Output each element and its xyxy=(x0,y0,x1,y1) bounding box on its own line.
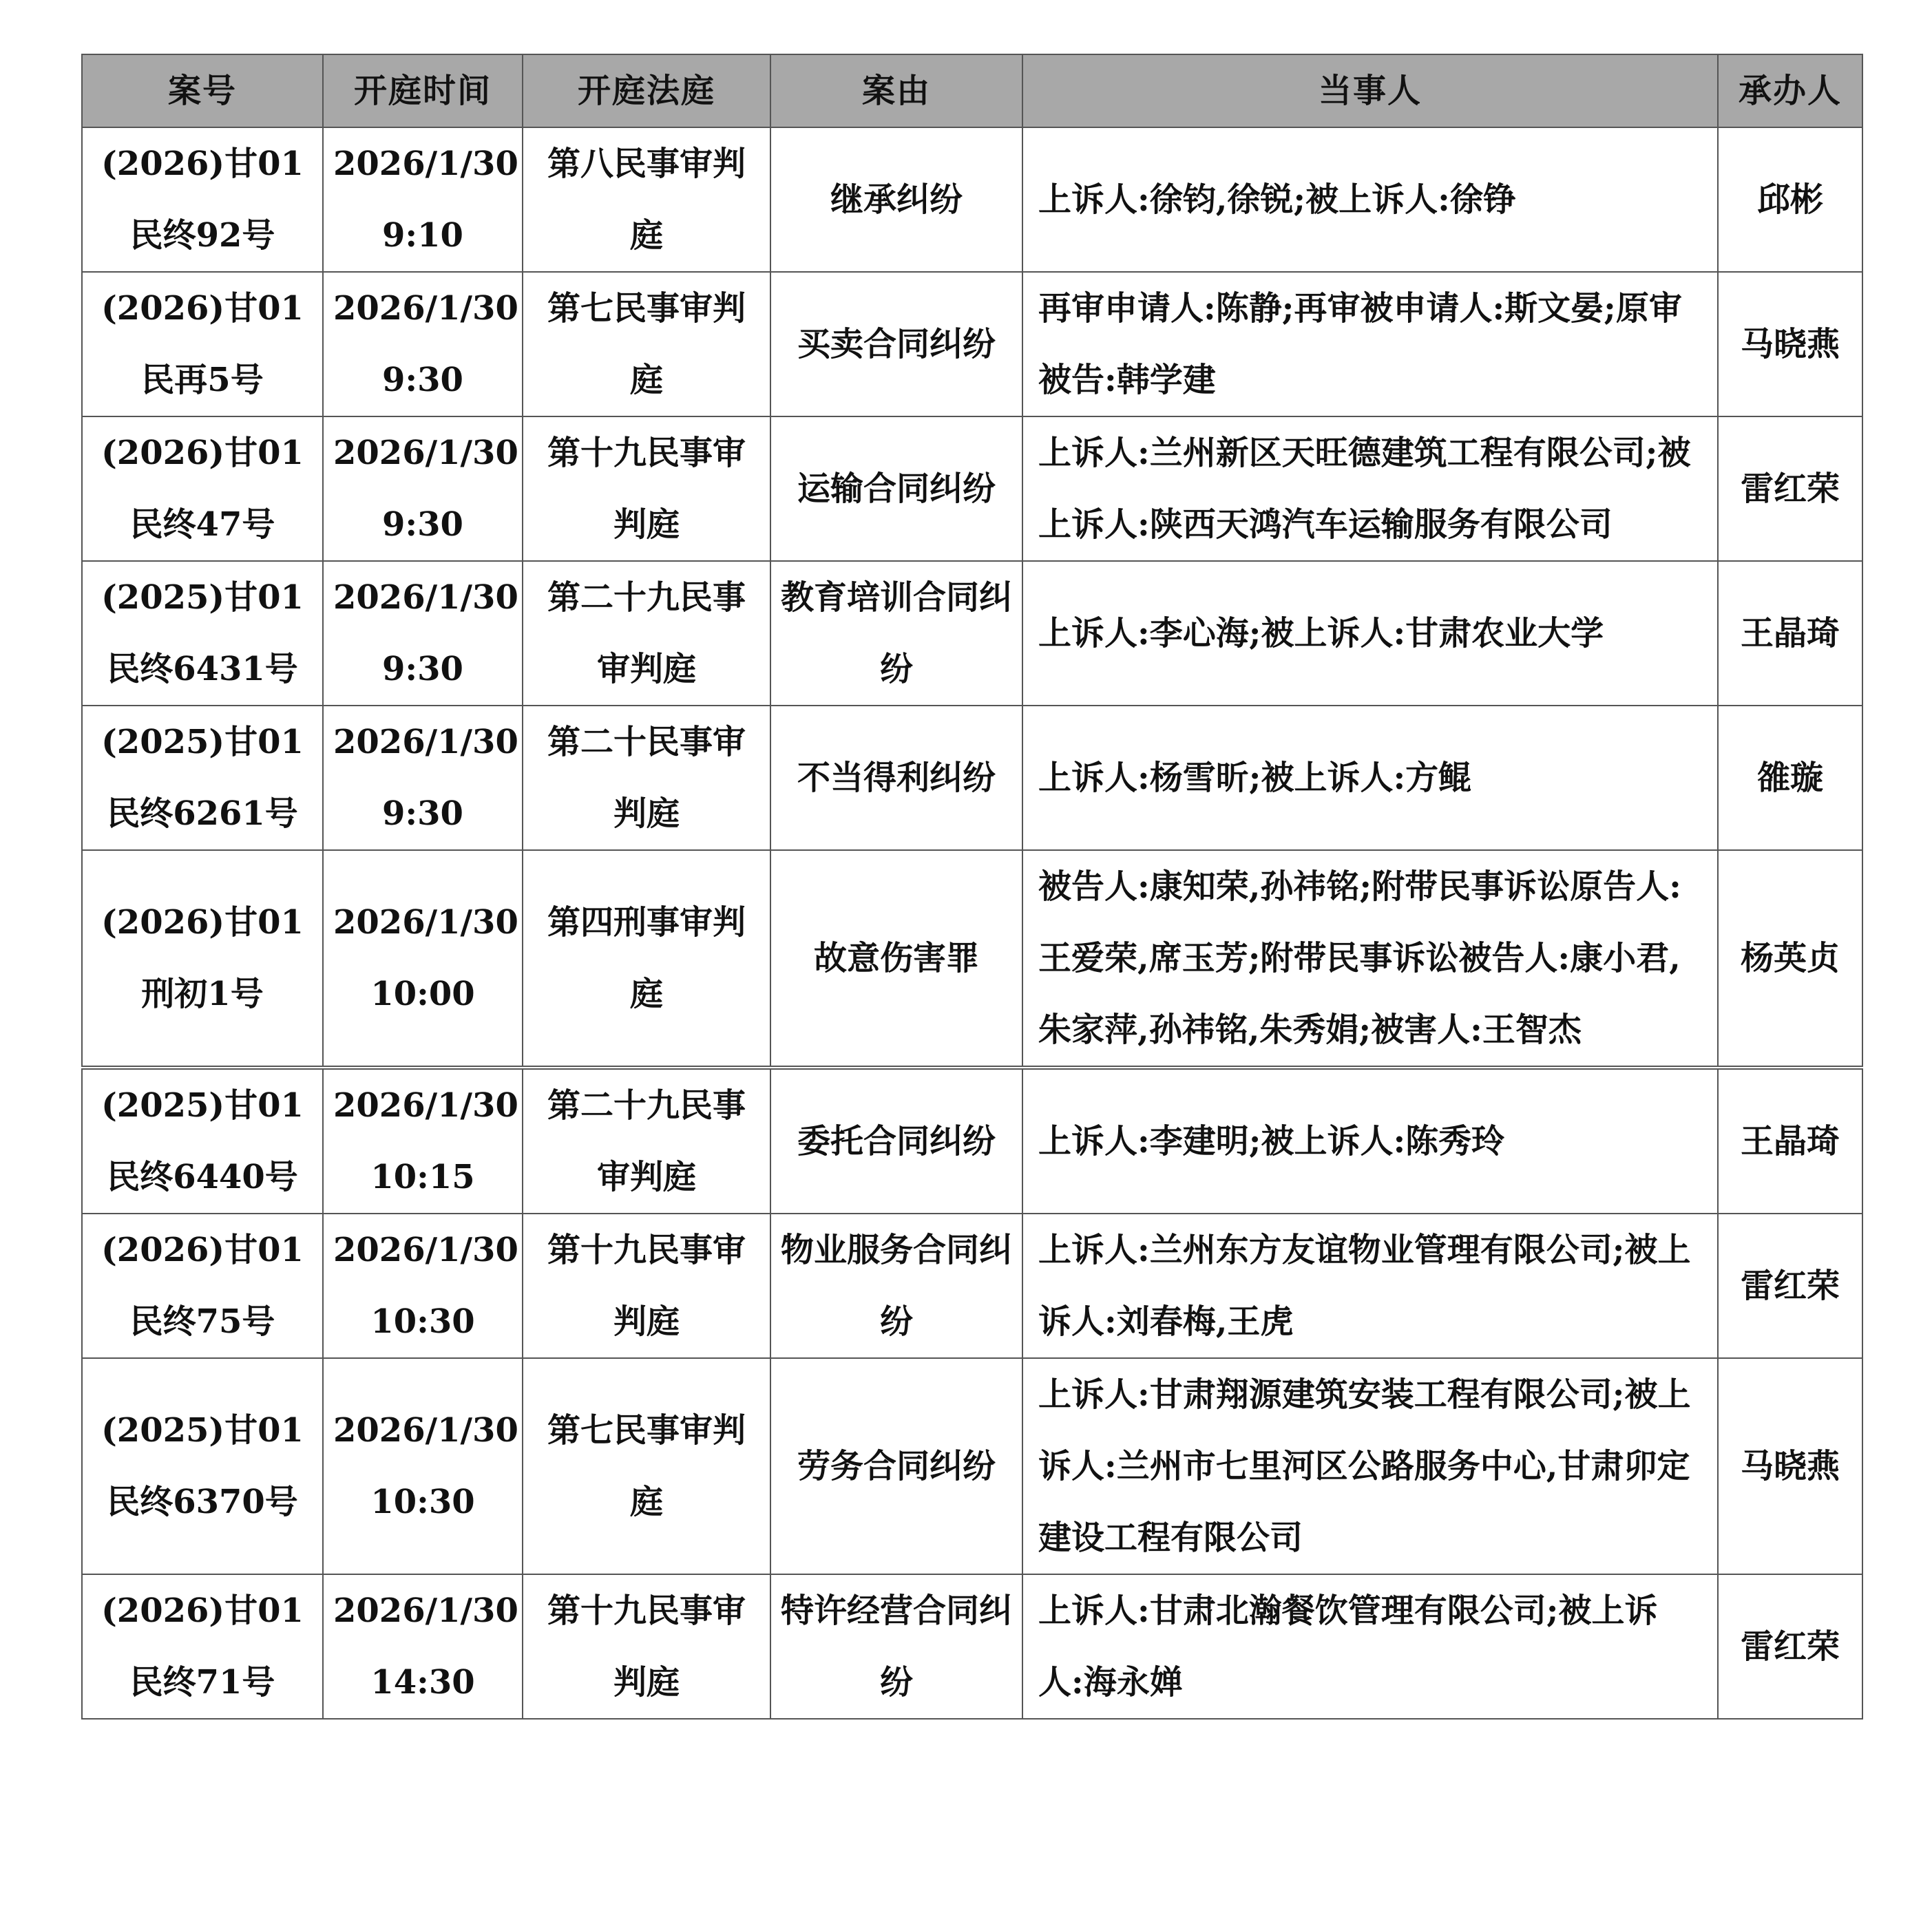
presiding-judge: 马晓燕 xyxy=(1718,272,1862,416)
table-row xyxy=(82,561,1862,706)
table-row xyxy=(82,1214,1862,1358)
case-number: (2026)甘01民终92号 xyxy=(82,127,323,272)
presiding-judge: 雷红荣 xyxy=(1718,1214,1862,1358)
header-courtroom: 开庭法庭 xyxy=(523,54,770,127)
courtroom: 第四刑事审判庭 xyxy=(523,850,770,1068)
table-row xyxy=(82,706,1862,850)
case-cause: 故意伤害罪 xyxy=(770,850,1022,1068)
presiding-judge: 雒璇 xyxy=(1718,706,1862,850)
case-number: (2026)甘01民终75号 xyxy=(82,1214,323,1358)
case-number: (2026)甘01刑初1号 xyxy=(82,850,323,1068)
courtroom: 第十九民事审判庭 xyxy=(523,1214,770,1358)
courtroom: 第二十民事审判庭 xyxy=(523,706,770,850)
case-number: (2025)甘01民终6431号 xyxy=(82,561,323,706)
presiding-judge: 王晶琦 xyxy=(1718,1068,1862,1214)
case-cause: 特许经营合同纠纷 xyxy=(770,1574,1022,1719)
table-row xyxy=(82,850,1862,1068)
table-row xyxy=(82,272,1862,416)
hearing-time: 2026/1/30 10:30 xyxy=(323,1214,523,1358)
courtroom: 第七民事审判庭 xyxy=(523,1358,770,1574)
presiding-judge: 雷红荣 xyxy=(1718,1574,1862,1719)
header-parties: 当事人 xyxy=(1022,54,1718,127)
header-hearing-time: 开庭时间 xyxy=(323,54,523,127)
case-cause: 物业服务合同纠纷 xyxy=(770,1214,1022,1358)
table-row xyxy=(82,416,1862,561)
case-cause: 继承纠纷 xyxy=(770,127,1022,272)
courtroom: 第二十九民事审判庭 xyxy=(523,1068,770,1214)
case-parties: 上诉人:徐钧,徐锐;被上诉人:徐铮 xyxy=(1022,127,1718,272)
case-parties: 上诉人:甘肃翔源建筑安装工程有限公司;被上诉人:兰州市七里河区公路服务中心,甘肃卯定建设工程有限公司 xyxy=(1022,1358,1718,1574)
case-number: (2026)甘01民终71号 xyxy=(82,1574,323,1719)
table-row xyxy=(82,127,1862,272)
case-parties: 被告人:康知荣,孙祎铭;附带民事诉讼原告人:王爱荣,席玉芳;附带民事诉讼被告人:康小君,朱家萍,孙祎铭,朱秀娟;被害人:王智杰 xyxy=(1022,850,1718,1068)
case-number: (2026)甘01民再5号 xyxy=(82,272,323,416)
courtroom: 第七民事审判庭 xyxy=(523,272,770,416)
case-parties: 上诉人:兰州新区天旺德建筑工程有限公司;被上诉人:陕西天鸿汽车运输服务有限公司 xyxy=(1022,416,1718,561)
case-number: (2026)甘01民终47号 xyxy=(82,416,323,561)
case-cause: 不当得利纠纷 xyxy=(770,706,1022,850)
presiding-judge: 王晶琦 xyxy=(1718,561,1862,706)
courtroom: 第二十九民事审判庭 xyxy=(523,561,770,706)
presiding-judge: 杨英贞 xyxy=(1718,850,1862,1068)
courtroom: 第十九民事审判庭 xyxy=(523,416,770,561)
case-number: (2025)甘01民终6370号 xyxy=(82,1358,323,1574)
courtroom: 第十九民事审判庭 xyxy=(523,1574,770,1719)
hearing-time: 2026/1/30 9:30 xyxy=(323,272,523,416)
courtroom: 第八民事审判庭 xyxy=(523,127,770,272)
hearing-time: 2026/1/30 9:30 xyxy=(323,416,523,561)
case-number: (2025)甘01民终6261号 xyxy=(82,706,323,850)
case-parties: 上诉人:李建明;被上诉人:陈秀玲 xyxy=(1022,1068,1718,1214)
case-parties: 上诉人:李心海;被上诉人:甘肃农业大学 xyxy=(1022,561,1718,706)
hearing-time: 2026/1/30 9:30 xyxy=(323,561,523,706)
case-parties: 上诉人:杨雪昕;被上诉人:方鲲 xyxy=(1022,706,1718,850)
case-parties: 上诉人:兰州东方友谊物业管理有限公司;被上诉人:刘春梅,王虎 xyxy=(1022,1214,1718,1358)
hearing-time: 2026/1/30 9:10 xyxy=(323,127,523,272)
hearing-schedule xyxy=(81,54,1862,1720)
hearing-time: 2026/1/30 9:30 xyxy=(323,706,523,850)
table-row xyxy=(82,1574,1862,1719)
case-cause: 委托合同纠纷 xyxy=(770,1068,1022,1214)
hearing-table xyxy=(81,54,1863,1720)
hearing-time: 2026/1/30 10:00 xyxy=(323,850,523,1068)
case-cause: 运输合同纠纷 xyxy=(770,416,1022,561)
case-cause: 劳务合同纠纷 xyxy=(770,1358,1022,1574)
case-cause: 买卖合同纠纷 xyxy=(770,272,1022,416)
case-parties: 再审申请人:陈静;再审被申请人:斯文晏;原审被告:韩学建 xyxy=(1022,272,1718,416)
hearing-time: 2026/1/30 14:30 xyxy=(323,1574,523,1719)
header-judge: 承办人 xyxy=(1718,54,1862,127)
hearing-time: 2026/1/30 10:15 xyxy=(323,1068,523,1214)
case-parties: 上诉人:甘肃北瀚餐饮管理有限公司;被上诉人:海永婵 xyxy=(1022,1574,1718,1719)
case-number: (2025)甘01民终6440号 xyxy=(82,1068,323,1214)
header-case-no: 案号 xyxy=(82,54,323,127)
table-row xyxy=(82,1358,1862,1574)
table-row xyxy=(82,1068,1862,1214)
presiding-judge: 邱彬 xyxy=(1718,127,1862,272)
header-row xyxy=(82,54,1862,127)
header-cause: 案由 xyxy=(770,54,1022,127)
presiding-judge: 马晓燕 xyxy=(1718,1358,1862,1574)
presiding-judge: 雷红荣 xyxy=(1718,416,1862,561)
case-cause: 教育培训合同纠纷 xyxy=(770,561,1022,706)
hearing-time: 2026/1/30 10:30 xyxy=(323,1358,523,1574)
